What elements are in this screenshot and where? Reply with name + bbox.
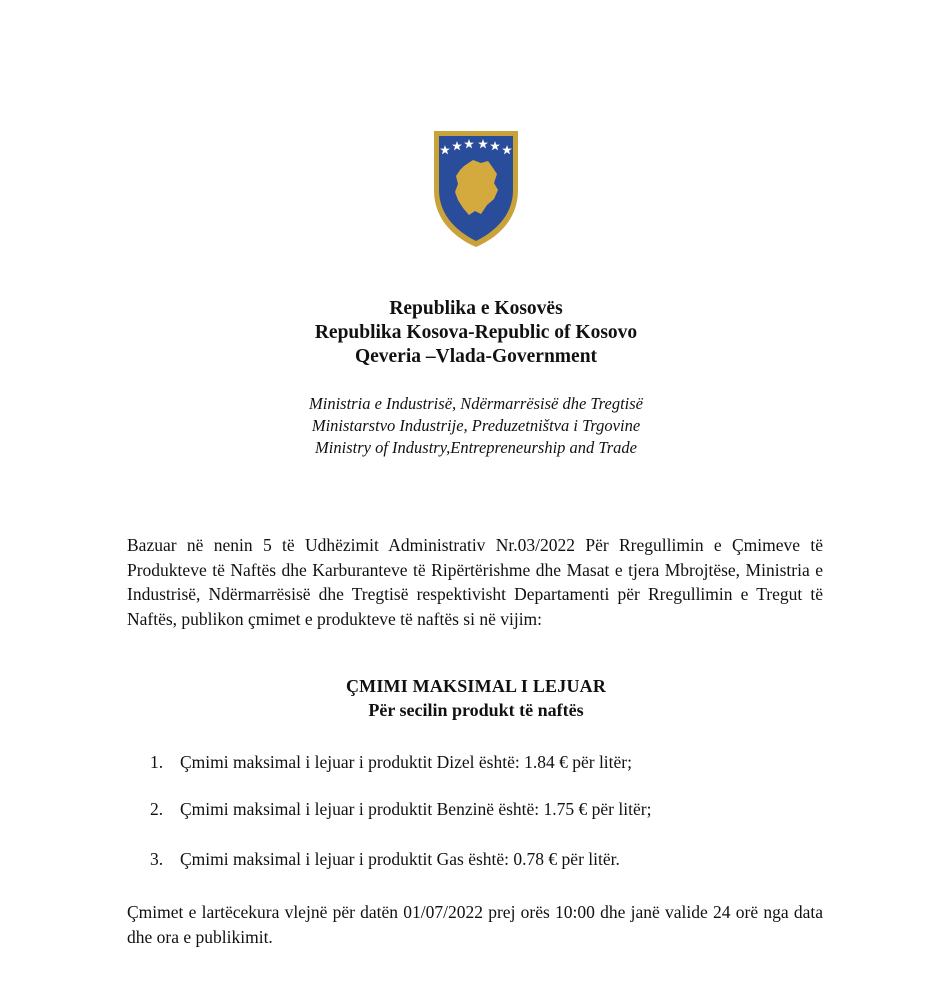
- ministry-line-albanian: Ministria e Industrisë, Ndërmarrësisë dhe Tregtisë: [309, 394, 643, 413]
- list-number: 2.: [150, 799, 164, 819]
- intro-paragraph: Bazuar në nenin 5 të Udhëzimit Administrativ Nr.03/2022 Për Rregullimin e Çmimeve të Produkteve të Naftës dhe Karburanteve të Ripërtërishme dhe Masat e tjera Mbrojtëse, Ministria e Industrisë, Ndërmarrësisë dhe Tregtisë respektivisht Departamenti për Rregullimin e Tregut të Naftës, publikon çmimet e produkteve të naftës si në vijim:: [127, 535, 823, 629]
- header-line-government: Qeveria –Vlada-Government: [354, 346, 598, 367]
- price-text: Çmimi maksimal i lejuar i produktit Benzinë është: 1.75 € për litër;: [180, 799, 652, 819]
- header-line-serbian-english: Republika Kosova-Republic of Kosovo: [314, 322, 638, 343]
- ministry-line-serbian: Ministarstvo Industrije, Preduzetništva i Trgovine: [311, 416, 641, 435]
- validity-paragraph: Çmimet e lartëcekura vlejnë për datën 01/07/2022 prej orës 10:00 dhe janë valide 24 orë nga data dhe ora e publikimit.: [127, 902, 823, 947]
- government-header: [0, 297, 952, 369]
- heading-subtitle: Për secilin produkt të naftës: [368, 700, 584, 720]
- kosovo-coat-of-arms-icon: [431, 128, 521, 250]
- list-number: 3.: [150, 849, 164, 869]
- list-number: 1.: [150, 752, 164, 772]
- ministry-line-english: Ministry of Industry,Entrepreneurship and Trade: [315, 438, 637, 457]
- ministry-header: [0, 393, 952, 459]
- price-text: Çmimi maksimal i lejuar i produktit Gas është: 0.78 € për litër.: [180, 849, 620, 869]
- section-heading: [0, 674, 952, 722]
- price-text: Çmimi maksimal i lejuar i produktit Dizel është: 1.84 € për litër;: [180, 752, 632, 772]
- price-item-gas: [150, 847, 620, 871]
- price-item-diesel: [150, 750, 632, 774]
- heading-title: ÇMIMI MAKSIMAL I LEJUAR: [345, 676, 607, 696]
- price-item-petrol: [150, 797, 651, 821]
- header-line-albanian: Republika e Kosovës: [389, 298, 563, 319]
